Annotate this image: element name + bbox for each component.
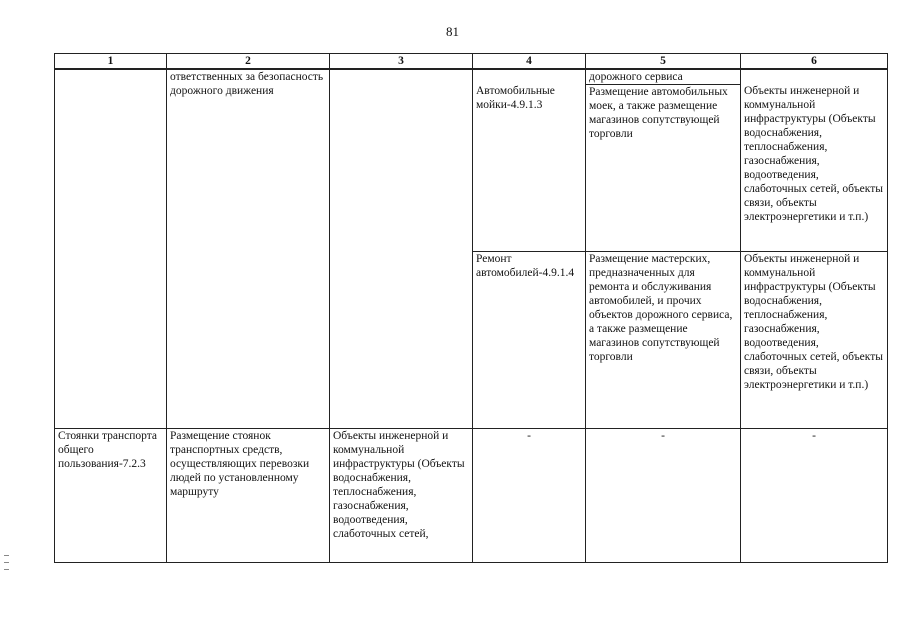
- dash-text: -: [812, 430, 816, 442]
- cell-infrastructure: [741, 252, 888, 429]
- cell-dash: [473, 429, 586, 563]
- spacer: [744, 70, 884, 84]
- cell-use-description: [586, 69, 741, 252]
- page-number: 81: [446, 24, 459, 39]
- infrastructure-text: Объекты инженерной и коммунальной инфраструктуры (Объекты водоснабжения, теплоснабжения, газоснабжения, водоотведения, слаботочных сетей,: [333, 430, 465, 540]
- dash-text: -: [661, 430, 665, 442]
- column-header-1: 1: [55, 54, 167, 70]
- cell-infrastructure-main: [330, 429, 473, 563]
- infrastructure-text: Объекты инженерной и коммунальной инфраструктуры (Объекты водоснабжения, теплоснабжения, газоснабжения, водоотведения, слаботочных сетей, объекты связи, объекты электроэнергетики и т.п.): [744, 253, 883, 391]
- cell-infrastructure: [741, 69, 888, 252]
- table-header-row: [55, 54, 888, 70]
- cell-use-type-main: [55, 429, 167, 563]
- cell-empty: [55, 69, 167, 429]
- cell-use-type: [473, 69, 586, 252]
- cell-dash: [741, 429, 888, 563]
- dash-text: -: [527, 430, 531, 442]
- column-header-5: 5: [586, 54, 741, 70]
- scan-margin-marks: [4, 555, 10, 576]
- continued-text: дорожного сервиса: [589, 71, 683, 83]
- table-row: [55, 429, 888, 563]
- column-header-4: 4: [473, 54, 586, 70]
- permitted-use-table: [54, 53, 888, 563]
- column-header-3: 3: [330, 54, 473, 70]
- use-description-car-wash: Размещение автомобильных моек, а также размещение магазинов сопутствующей торговли: [586, 84, 740, 141]
- cell-empty: [330, 69, 473, 429]
- use-type-car-wash: Автомобильные мойки-4.9.1.3: [476, 85, 555, 111]
- use-type-car-repair: Ремонт автомобилей-4.9.1.4: [476, 253, 575, 279]
- cell-use-description-main: [167, 429, 330, 563]
- use-description-parking: Размещение стоянок транспортных средств, осуществляющих перевозки людей по установленному маршруту: [170, 430, 310, 498]
- table-row: [55, 69, 888, 252]
- cell-continued-description: [167, 69, 330, 429]
- use-type-public-transport-parking: Стоянки транспорта общего пользования-7.2.3: [58, 430, 158, 470]
- column-header-6: 6: [741, 54, 888, 70]
- cell-use-description: [586, 252, 741, 429]
- infrastructure-text: Объекты инженерной и коммунальной инфраструктуры (Объекты водоснабжения, теплоснабжения, газоснабжения, водоотведения, слаботочных сетей, объекты связи, объекты электроэнергетики и т.п.): [744, 85, 883, 223]
- spacer: [476, 70, 582, 84]
- continued-text: ответственных за безопасность дорожного движения: [170, 71, 324, 97]
- column-header-2: 2: [167, 54, 330, 70]
- cell-use-type: [473, 252, 586, 429]
- cell-dash: [586, 429, 741, 563]
- use-description-car-repair: Размещение мастерских, предназначенных для ремонта и обслуживания автомобилей, и прочих объектов дорожного сервиса, а также размещение магазинов сопутствующей торговли: [589, 253, 733, 363]
